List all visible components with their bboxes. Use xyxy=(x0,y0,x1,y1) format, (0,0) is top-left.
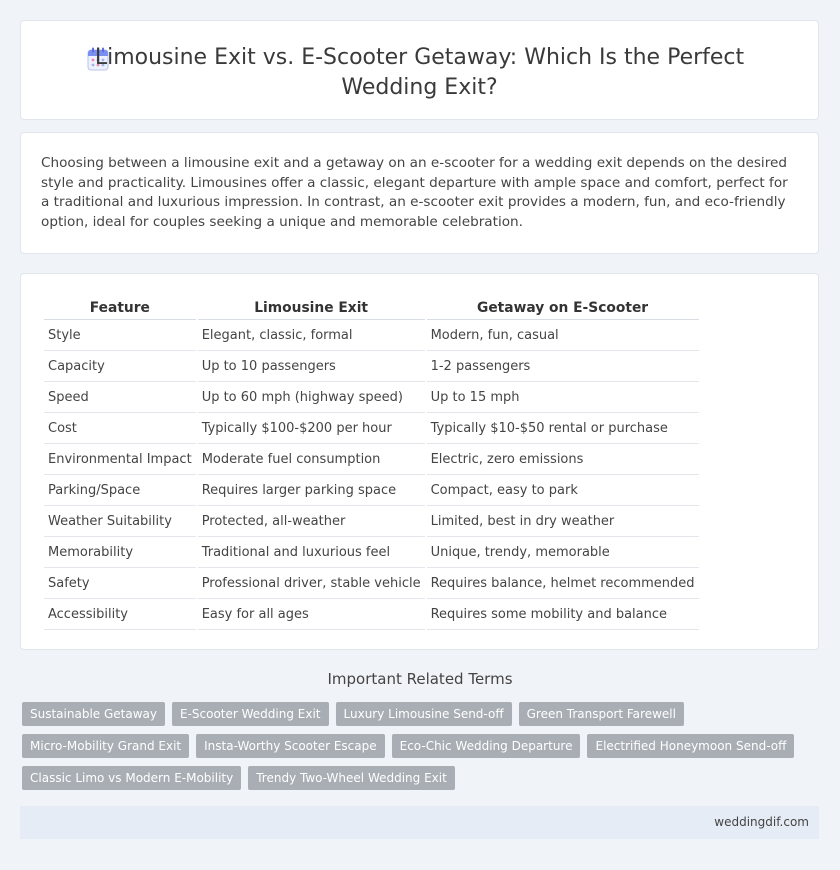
table-row xyxy=(44,413,699,444)
footer xyxy=(20,806,819,839)
table-row xyxy=(44,537,699,568)
table-row xyxy=(44,382,699,413)
feature-cell: Safety xyxy=(44,568,196,599)
related-terms-heading: Important Related Terms xyxy=(327,670,513,688)
limousine-cell: Easy for all ages xyxy=(198,599,425,630)
comparison-card xyxy=(20,273,819,650)
table-row xyxy=(44,568,699,599)
limousine-cell: Typically $100-$200 per hour xyxy=(198,413,425,444)
related-term-tag[interactable]: Luxury Limousine Send-off xyxy=(336,702,512,726)
footer-site-link[interactable]: weddingdif.com xyxy=(714,815,809,829)
table-row xyxy=(44,475,699,506)
intro-card xyxy=(20,132,819,254)
related-term-tag[interactable]: Eco-Chic Wedding Departure xyxy=(392,734,581,758)
related-term-tag[interactable]: Classic Limo vs Modern E-Mobility xyxy=(22,766,241,790)
limousine-cell: Up to 10 passengers xyxy=(198,351,425,382)
comparison-table xyxy=(42,297,701,630)
table-row xyxy=(44,599,699,630)
feature-cell: Capacity xyxy=(44,351,196,382)
related-term-tag[interactable]: Insta-Worthy Scooter Escape xyxy=(196,734,384,758)
related-term-tag[interactable]: Trendy Two-Wheel Wedding Exit xyxy=(248,766,455,790)
feature-cell: Parking/Space xyxy=(44,475,196,506)
intro-paragraph: Choosing between a limousine exit and a getaway on an e-scooter for a wedding exit depends on the desired style and practicality. Limousines offer a classic, elegant departure with ample space and comfort, perfect for a traditional and luxurious impression. In contrast, an e-scooter exit provides a modern, fun, and eco-friendly option, ideal for couples seeking a unique and memorable celebration. xyxy=(41,155,788,230)
scooter-cell: Electric, zero emissions xyxy=(427,444,699,475)
related-term-tag[interactable]: Sustainable Getaway xyxy=(22,702,165,726)
limousine-cell: Protected, all-weather xyxy=(198,506,425,537)
related-term-tag[interactable]: Green Transport Farewell xyxy=(519,702,684,726)
limousine-cell: Up to 60 mph (highway speed) xyxy=(198,382,425,413)
scooter-cell: Unique, trendy, memorable xyxy=(427,537,699,568)
related-term-tag[interactable]: Micro-Mobility Grand Exit xyxy=(22,734,189,758)
feature-cell: Environmental Impact xyxy=(44,444,196,475)
scooter-cell: Typically $10-$50 rental or purchase xyxy=(427,413,699,444)
scooter-cell: Requires balance, helmet recommended xyxy=(427,568,699,599)
feature-cell: Accessibility xyxy=(44,599,196,630)
table-header-row xyxy=(44,297,699,320)
feature-cell: Memorability xyxy=(44,537,196,568)
related-terms-list xyxy=(22,702,802,790)
table-row xyxy=(44,320,699,351)
limousine-cell: Professional driver, stable vehicle xyxy=(198,568,425,599)
scooter-cell: 1-2 passengers xyxy=(427,351,699,382)
header-e-scooter: Getaway on E-Scooter xyxy=(427,297,699,320)
limousine-cell: Traditional and luxurious feel xyxy=(198,537,425,568)
feature-cell: Cost xyxy=(44,413,196,444)
scooter-cell: Requires some mobility and balance xyxy=(427,599,699,630)
scooter-cell: Compact, easy to park xyxy=(427,475,699,506)
scooter-cell: Up to 15 mph xyxy=(427,382,699,413)
header-limousine-exit: Limousine Exit xyxy=(198,297,425,320)
title-card xyxy=(20,20,819,120)
page-title: Limousine Exit vs. E-Scooter Getaway: Which Is the Perfect Wedding Exit? xyxy=(94,45,745,100)
scooter-cell: Modern, fun, casual xyxy=(427,320,699,351)
table-row xyxy=(44,506,699,537)
limousine-cell: Requires larger parking space xyxy=(198,475,425,506)
table-row xyxy=(44,444,699,475)
scooter-cell: Limited, best in dry weather xyxy=(427,506,699,537)
related-term-tag[interactable]: Electrified Honeymoon Send-off xyxy=(587,734,794,758)
limousine-cell: Moderate fuel consumption xyxy=(198,444,425,475)
table-row xyxy=(44,351,699,382)
header-feature: Feature xyxy=(44,297,196,320)
related-term-tag[interactable]: E-Scooter Wedding Exit xyxy=(172,702,329,726)
feature-cell: Style xyxy=(44,320,196,351)
limousine-cell: Elegant, classic, formal xyxy=(198,320,425,351)
feature-cell: Speed xyxy=(44,382,196,413)
feature-cell: Weather Suitability xyxy=(44,506,196,537)
